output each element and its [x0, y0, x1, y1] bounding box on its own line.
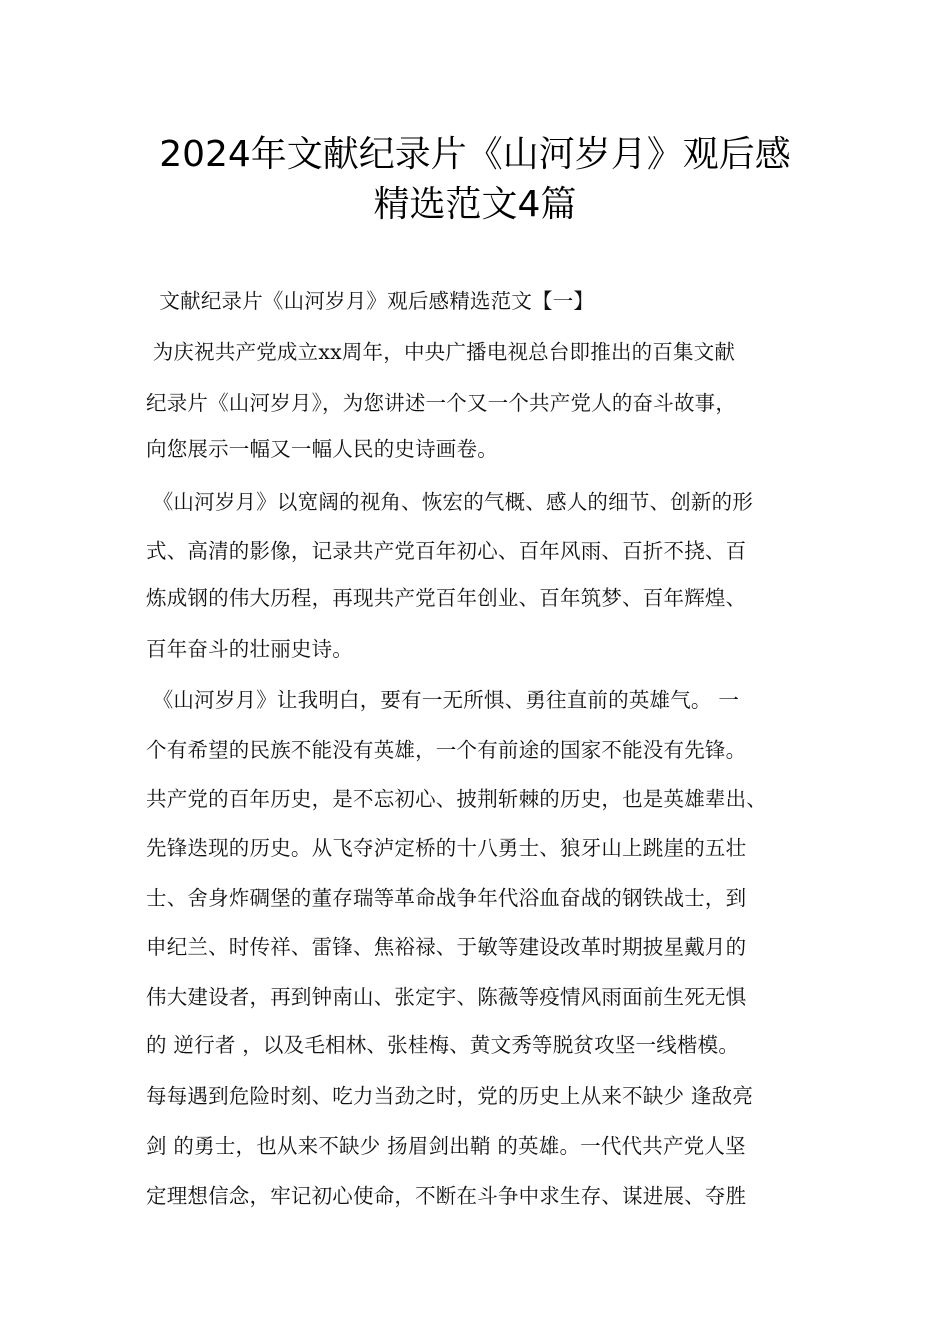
body-line: 百年奋斗的壮丽史诗。 — [146, 637, 353, 661]
body-line: 每每遇到危险时刻、吃力当劲之时，党的历史上从来不缺少 逢敌亮 — [146, 1084, 754, 1108]
body-line: 《山河岁月》以宽阔的视角、恢宏的气概、感人的细节、创新的形 — [146, 490, 754, 514]
body-line: 定理想信念，牢记初心使命，不断在斗争中求生存、谋进展、夺胜 — [146, 1184, 747, 1208]
title-line-1: 2024年文献纪录片《山河岁月》观后感 — [159, 134, 791, 175]
body-line: 申纪兰、时传祥、雷锋、焦裕禄、于敏等建设改革时期披星戴月的 — [146, 935, 747, 959]
document-title — [100, 130, 850, 230]
section-heading: 文献纪录片《山河岁月》观后感精选范文【一】 — [146, 289, 595, 313]
body-line: 先锋迭现的历史。从飞夺泸定桥的十八勇士、狼牙山上跳崖的五壮 — [146, 836, 747, 860]
body-line: 为庆祝共产党成立xx周年，中央广播电视总台即推出的百集文献 — [146, 340, 736, 364]
body-line: 《山河岁月》让我明白，要有一无所惧、勇往直前的英雄气。 一 — [146, 688, 740, 712]
body-line: 炼成钢的伟大历程，再现共产党百年创业、百年筑梦、百年辉煌、 — [146, 586, 747, 610]
body-line: 士、舍身炸碉堡的董存瑞等革命战争年代浴血奋战的钢铁战士，到 — [146, 886, 747, 910]
body-line: 个有希望的民族不能没有英雄，一个有前途的国家不能没有先锋。 — [146, 738, 747, 762]
body-line: 向您展示一幅又一幅人民的史诗画卷。 — [146, 437, 498, 461]
body-line: 纪录片《山河岁月》，为您讲述一个又一个共产党人的奋斗故事， — [146, 391, 737, 415]
body-line: 式、高清的影像，记录共产党百年初心、百年风雨、百折不挠、百 — [146, 539, 747, 563]
title-line-2: 精选范文4篇 — [373, 184, 577, 225]
body-line: 的 逆行者 ，以及毛相林、张桂梅、黄文秀等脱贫攻坚一线楷模。 — [146, 1033, 740, 1057]
body-line: 剑 的勇士，也从来不缺少 扬眉剑出鞘 的英雄。一代代共产党人坚 — [146, 1134, 746, 1158]
body-line: 共产党的百年历史，是不忘初心、披荆斩棘的历史，也是英雄辈出、 — [146, 787, 767, 811]
body-line: 伟大建设者，再到钟南山、张定宇、陈薇等疫情风雨面前生死无惧 — [146, 985, 747, 1009]
